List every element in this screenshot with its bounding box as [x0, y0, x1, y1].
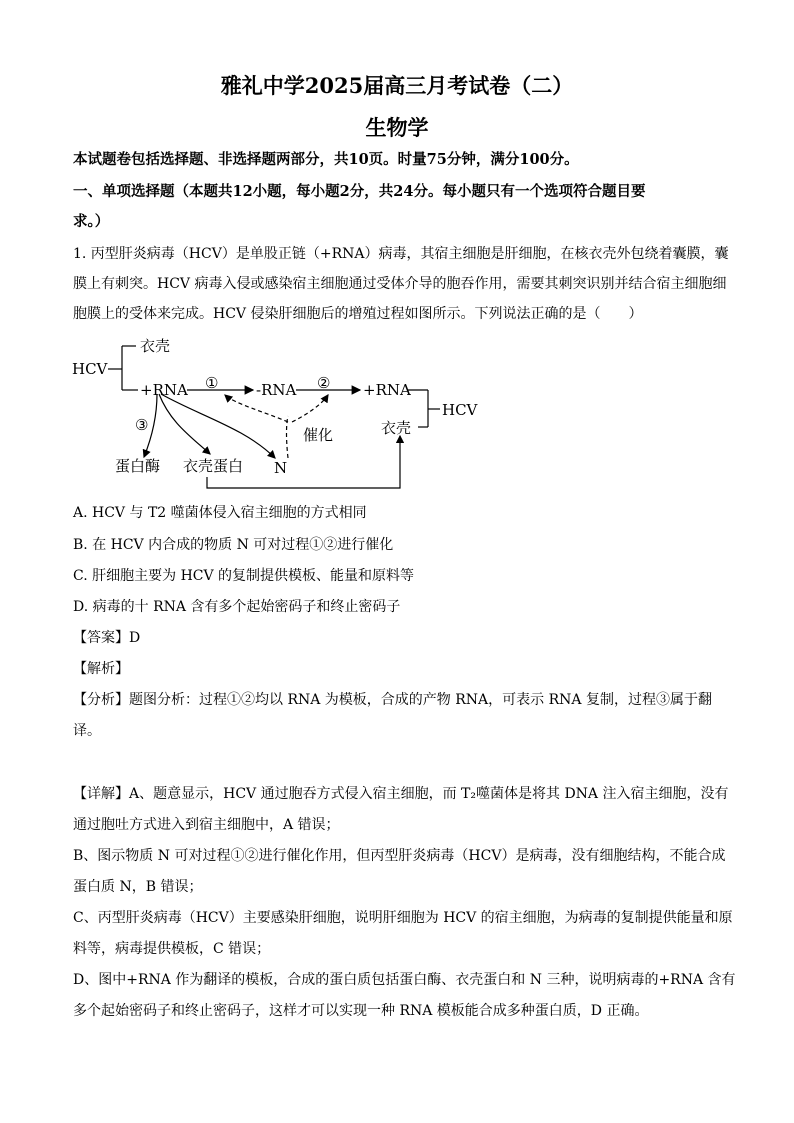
detail-line7: D、图中+RNA 作为翻译的模板，合成的蛋白质包括蛋白酶、衣壳蛋白和 N 三种，说明病毒的+RNA 含有 [73, 972, 736, 988]
option-a: A. HCV 与 T2 噬菌体侵入宿主细胞的方式相同 [73, 505, 367, 521]
analysis-label: 【解析】 [73, 661, 129, 677]
diagram-hcv-left-label: HCV [72, 360, 108, 378]
diagram-product-n-label: N [274, 459, 288, 477]
question-stem-line3: 胞膜上的受体来完成。HCV 侵染肝细胞后的增殖过程如图所示。下列说法正确的是（ ） [73, 306, 643, 322]
detail-line1: 【详解】A、题意显示，HCV 通过胞吞方式侵入宿主细胞，而 T₂噬菌体是将其 DNA 注入宿主细胞，没有 [73, 786, 729, 802]
section-heading-line2: 求。） [73, 213, 110, 230]
diagram-rna-neg-label: -RNA [256, 381, 297, 399]
diagram-hcv-right-label: HCV [442, 401, 478, 419]
exam-intro: 本试题卷包括选择题、非选择题两部分，共10页。时量75分钟，满分100分。 [73, 151, 579, 168]
option-b: B. 在 HCV 内合成的物质 N 可对过程①②进行催化 [73, 537, 394, 553]
exam-title: 雅礼中学2025届高三月考试卷（二） [220, 73, 574, 98]
diagram-step3-label: ③ [135, 416, 149, 434]
hcv-replication-diagram [60, 332, 500, 494]
diagram-rna-pos1-label: +RNA [140, 381, 188, 399]
answer-label: 【答案】D [73, 630, 141, 646]
diagram-catalyze-label: 催化 [303, 426, 334, 444]
subject-title: 生物学 [365, 115, 429, 140]
analysis-line2: 译。 [73, 723, 101, 739]
detail-line8: 多个起始密码子和终止密码子，这样才可以实现一种 RNA 模板能合成多种蛋白质，D 正确。 [73, 1003, 649, 1019]
detail-line3: B、图示物质 N 可对过程①②进行催化作用，但丙型肝炎病毒（HCV）是病毒，没有细胞结构，不能合成 [73, 848, 726, 864]
diagram-rna-pos2-label: +RNA [363, 381, 411, 399]
diagram-step1-label: ① [205, 374, 219, 392]
section-heading-line1: 一、单项选择题（本题共12小题，每小题2分，共24分。每小题只有一个选项符合题目要 [73, 183, 646, 200]
detail-line2: 通过胞吐方式进入到宿主细胞中，A 错误； [73, 817, 340, 833]
detail-line6: 料等，病毒提供模板，C 错误； [73, 941, 271, 957]
diagram-product-capsid-label: 衣壳蛋白 [183, 457, 244, 475]
option-c: C. 肝细胞主要为 HCV 的复制提供模板、能量和原料等 [73, 568, 415, 584]
question-stem-line2: 膜上有刺突。HCV 病毒入侵或感染宿主细胞通过受体介导的胞吞作用，需要其刺突识别并结合宿主细胞细 [73, 276, 727, 292]
diagram-capsid-top-label: 衣壳 [140, 337, 171, 355]
diagram-step2-label: ② [317, 374, 331, 392]
question-stem-line1: 1. 丙型肝炎病毒（HCV）是单股正链（+RNA）病毒，其宿主细胞是肝细胞，在核衣壳外包绕着囊膜，囊 [73, 246, 729, 262]
detail-line4: 蛋白质 N，B 错误； [73, 879, 203, 895]
detail-line5: C、丙型肝炎病毒（HCV）主要感染肝细胞，说明肝细胞为 HCV 的宿主细胞，为病毒的复制提供能量和原 [73, 910, 733, 926]
analysis-line1: 【分析】题图分析：过程①②均以 RNA 为模板，合成的产物 RNA，可表示 RNA 复制，过程③属于翻 [73, 692, 712, 708]
diagram-product-enzyme-label: 蛋白酶 [115, 457, 161, 475]
diagram-capsid-right-label: 衣壳 [381, 419, 412, 437]
option-d: D. 病毒的十 RNA 含有多个起始密码子和终止密码子 [73, 599, 401, 615]
